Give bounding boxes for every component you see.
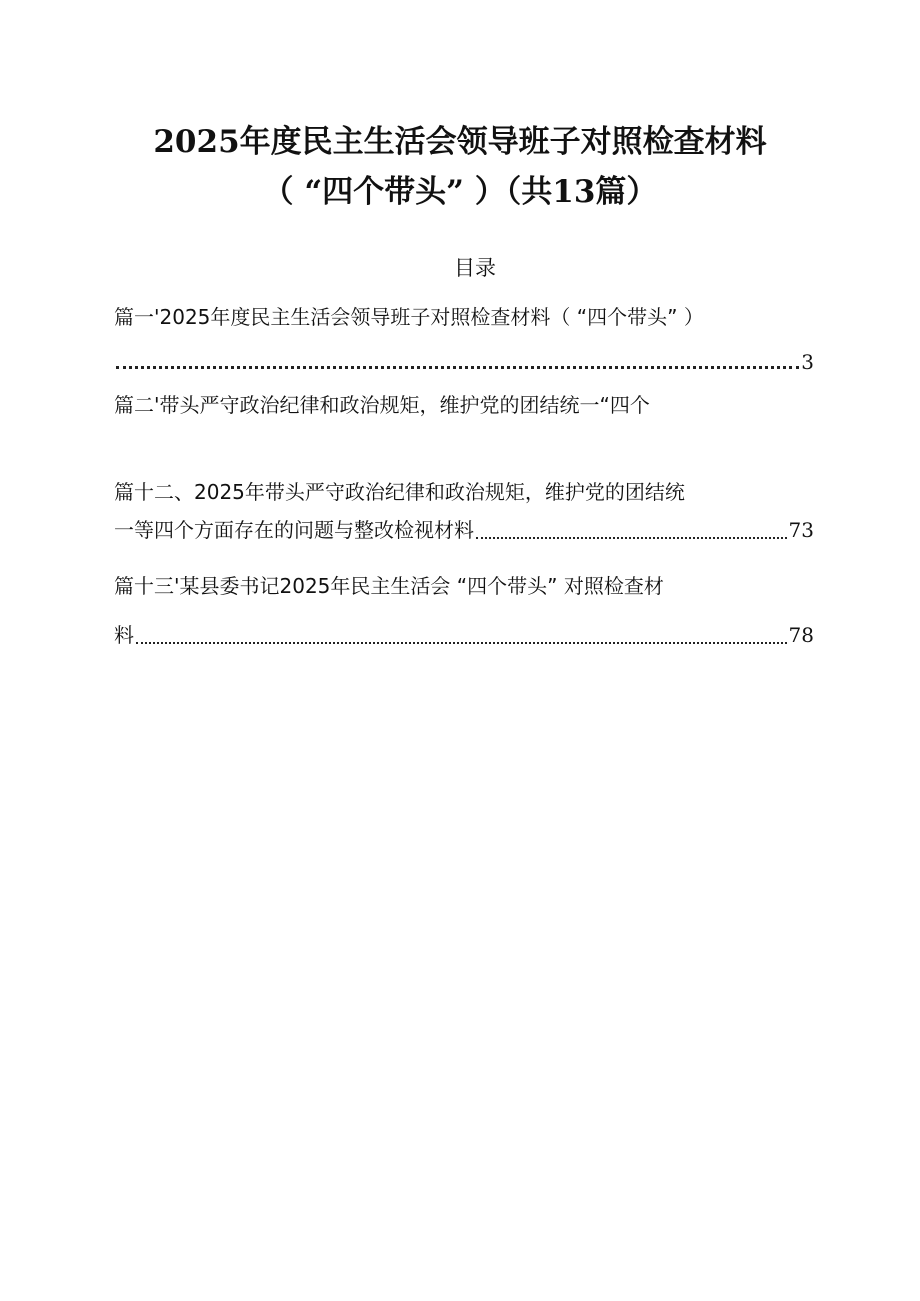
toc-entry-1-leader[interactable] — [114, 347, 814, 377]
toc-entry-12-title[interactable]: 篇十二、2025年带头严守政治纪律和政治规矩，维护党的团结统 — [114, 480, 685, 504]
toc-entry-1-page: 3 — [801, 350, 814, 374]
dot-leader — [116, 365, 799, 369]
toc-entry-13-page: 78 — [788, 623, 814, 647]
document-title-line-2: （ “四个带头” ）（共13篇） — [262, 174, 658, 210]
toc-entry-12-title-cont: 一等四个方面存在的问题与整改检视材料 — [114, 518, 474, 542]
toc-entry-2-title[interactable]: 篇二'带头严守政治纪律和政治规矩，维护党的团结统一“四个 — [114, 393, 650, 417]
dot-leader — [136, 641, 787, 644]
toc-entry-13-leader[interactable] — [114, 620, 814, 650]
toc-entry-13-title-cont: 料 — [114, 623, 134, 647]
toc-entry-12-page: 73 — [788, 518, 814, 542]
toc-entry-12-leader[interactable] — [114, 515, 814, 545]
document-title-line-1: 2025年度民主生活会领导班子对照检查材料 — [153, 124, 767, 160]
toc-heading: 目录 — [454, 256, 496, 280]
toc-entry-13-title[interactable]: 篇十三'某县委书记2025年民主生活会 “四个带头” 对照检查材 — [114, 574, 664, 598]
toc-entry-1-title[interactable]: 篇一'2025年度民主生活会领导班子对照检查材料（ “四个带头” ） — [114, 305, 704, 329]
dot-leader — [476, 536, 787, 539]
